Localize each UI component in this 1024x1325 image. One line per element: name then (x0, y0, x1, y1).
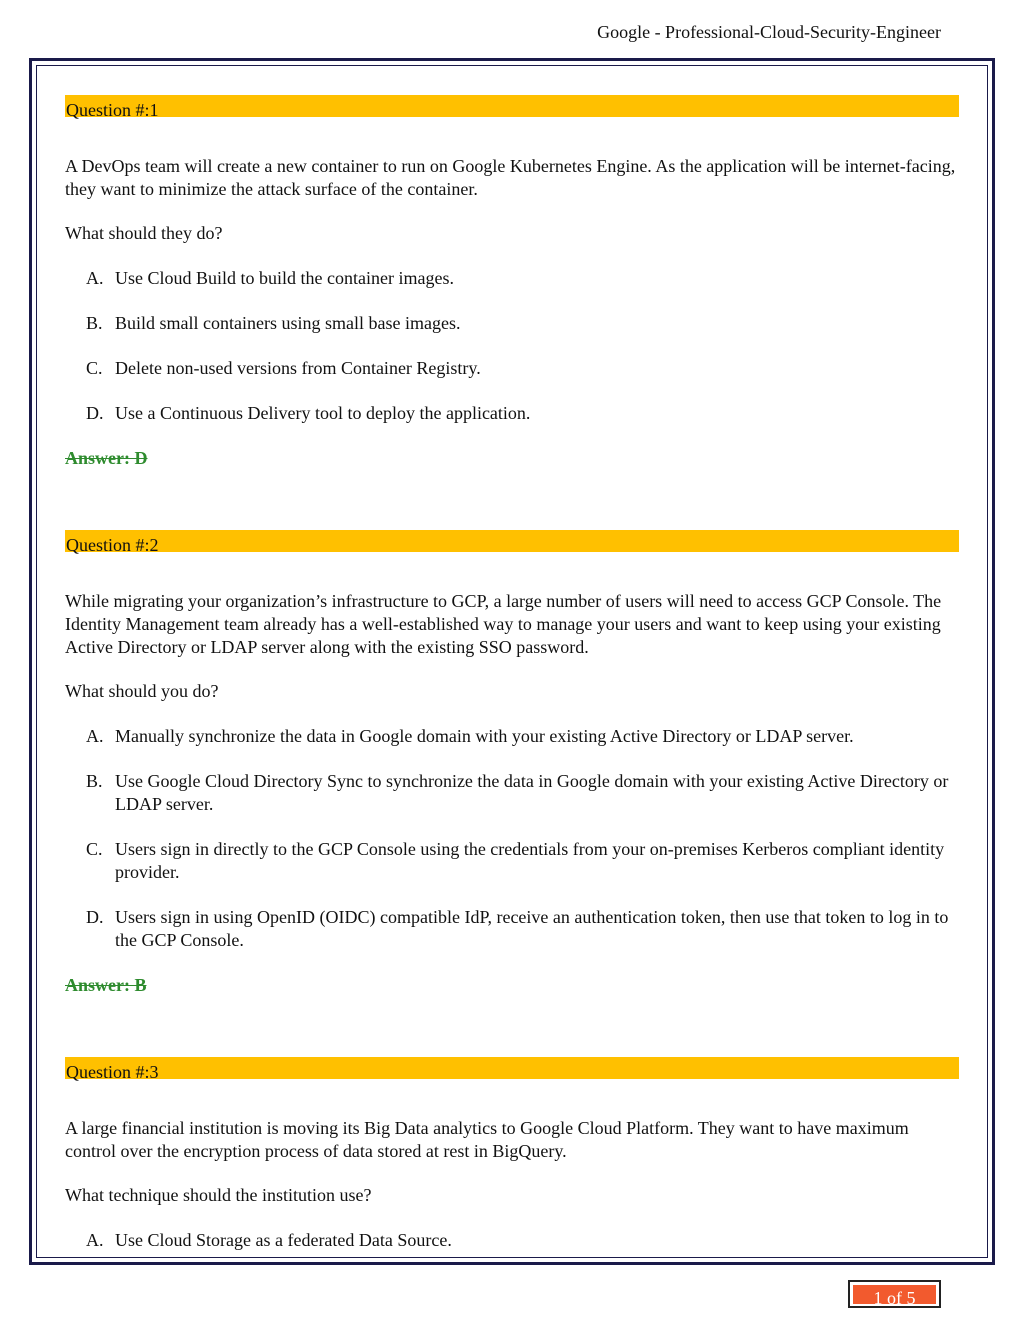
question-prompt: What should you do? (65, 681, 219, 701)
page-number-label: 1 of 5 (853, 1285, 936, 1304)
answer-label: Answer: D (65, 448, 148, 468)
option-c (65, 357, 959, 380)
option-b (65, 312, 959, 335)
question-text: A large financial institution is moving its Big Data analytics to Google Cloud Platform. They want to have maximum control over the encryption process of data stored at rest in BigQuery. (65, 1118, 909, 1161)
answer-label: Answer: B (65, 975, 147, 995)
option-text: Use Cloud Storage as a federated Data Source. (115, 1230, 452, 1250)
option-letter: B. (86, 771, 103, 791)
option-letter: C. (86, 358, 103, 378)
option-c (65, 838, 959, 884)
question-text: While migrating your organization’s infrastructure to GCP, a large number of users will need to access GCP Console. The Identity Management team already has a well-established way to manage your users and want to keep using your existing Active Directory or LDAP server along with the existing SSO password. (65, 591, 942, 657)
option-letter: A. (86, 726, 104, 746)
option-text: Build small containers using small base images. (115, 313, 461, 333)
option-letter: B. (86, 313, 103, 333)
option-letter: C. (86, 839, 103, 859)
option-a (65, 1229, 959, 1252)
option-text: Use Cloud Build to build the container images. (115, 268, 454, 288)
option-letter: D. (86, 403, 104, 423)
option-d (65, 906, 959, 952)
option-letter: A. (86, 1230, 104, 1250)
option-text: Users sign in using OpenID (OIDC) compatible IdP, receive an authentication token, then use that token to log in to the GCP Console. (115, 907, 949, 950)
question-heading: Question #:1 (65, 95, 959, 117)
questions-content (65, 95, 959, 1252)
page-number-box (848, 1280, 941, 1308)
option-list (65, 267, 959, 425)
question-block-3 (65, 1057, 959, 1252)
option-b (65, 770, 959, 816)
question-heading: Question #:3 (65, 1057, 959, 1079)
option-list (65, 725, 959, 952)
option-text: Delete non-used versions from Container Registry. (115, 358, 481, 378)
option-a (65, 267, 959, 290)
question-prompt: What should they do? (65, 223, 223, 243)
question-block-1 (65, 95, 959, 470)
document-header-title: Google - Professional-Cloud-Security-Engineer (597, 22, 941, 42)
question-text: A DevOps team will create a new container to run on Google Kubernetes Engine. As the application will be internet-facing, they want to minimize the attack surface of the container. (65, 156, 956, 199)
question-prompt: What technique should the institution use? (65, 1185, 372, 1205)
option-list (65, 1229, 959, 1252)
option-letter: D. (86, 907, 104, 927)
option-text: Use a Continuous Delivery tool to deploy the application. (115, 403, 531, 423)
option-letter: A. (86, 268, 104, 288)
option-d (65, 402, 959, 425)
question-heading: Question #:2 (65, 530, 959, 552)
question-block-2 (65, 530, 959, 997)
option-a (65, 725, 959, 748)
option-text: Users sign in directly to the GCP Console using the credentials from your on-premises Kerberos compliant identity provider. (115, 839, 945, 882)
option-text: Use Google Cloud Directory Sync to synchronize the data in Google domain with your existing Active Directory or LDAP server. (115, 771, 949, 814)
option-text: Manually synchronize the data in Google domain with your existing Active Directory or LDAP server. (115, 726, 854, 746)
